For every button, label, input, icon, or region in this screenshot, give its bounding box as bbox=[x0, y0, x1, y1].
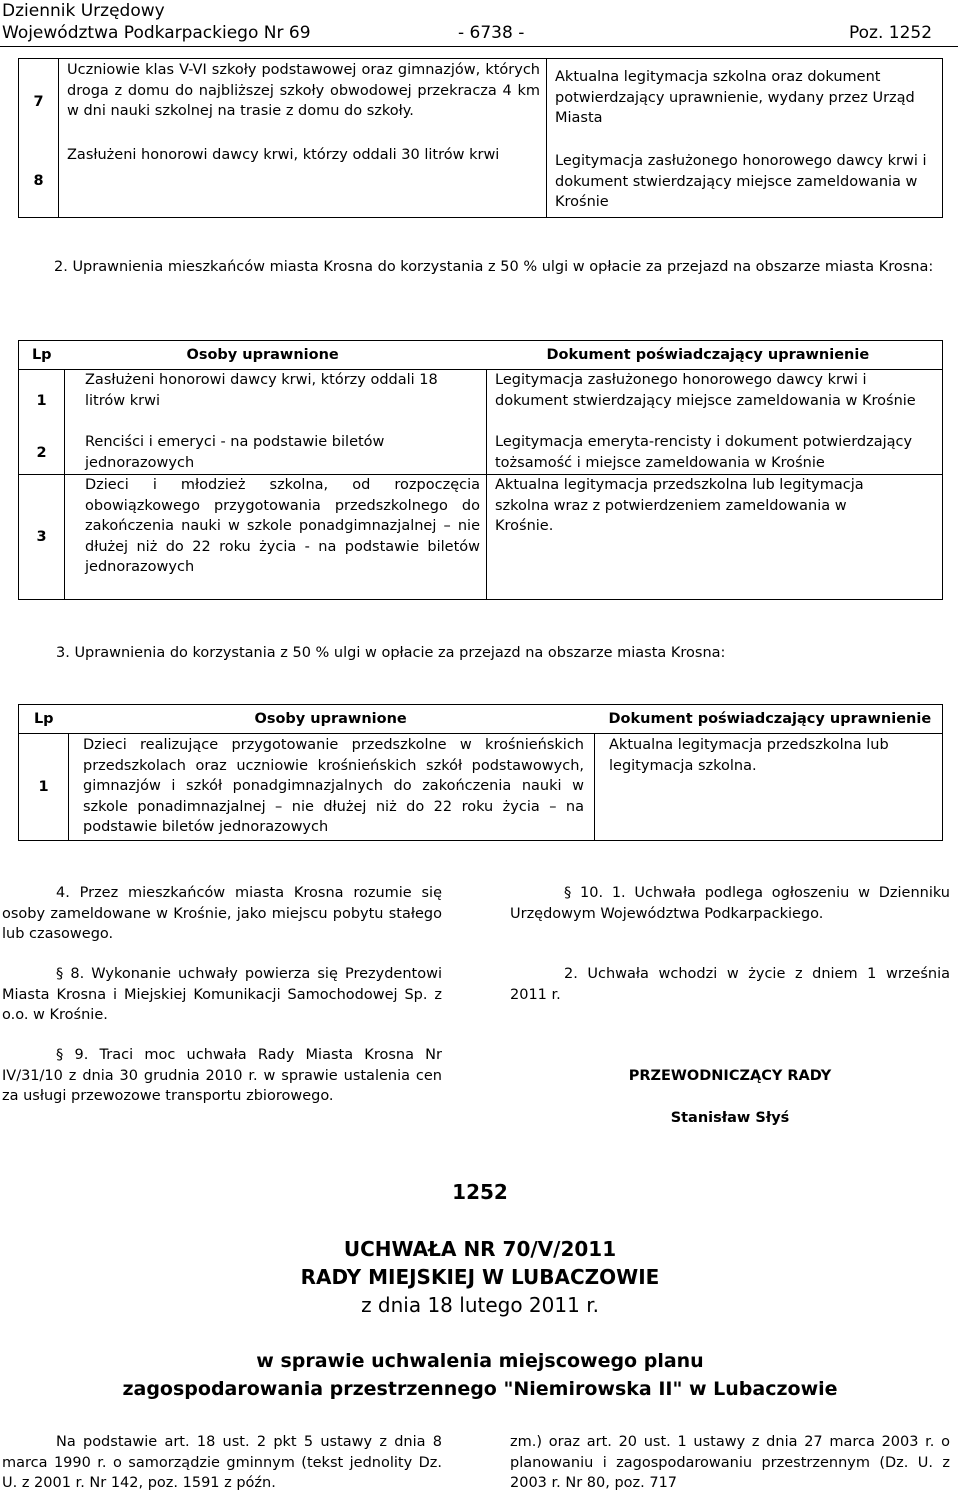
col-persons: Osoby uprawnione bbox=[254, 710, 407, 727]
row-document: Aktualna legitymacja przedszkolna lub legitymacja szkolna wraz z potwierdzeniem zameldowania w Krośnie. bbox=[487, 475, 943, 600]
resolution-date: z dnia 18 lutego 2011 r. bbox=[361, 1293, 599, 1317]
resolution-subject-1: w sprawie uchwalenia miejscowego planu bbox=[256, 1350, 704, 1372]
table-row bbox=[19, 370, 943, 433]
row-persons: Dzieci realizujące przygotowanie przedszkolne w krośnieńskich przedszkolach oraz uczniowie krośnieńskich szkół podstawowych, gimnazjów i szkół ponadgimnazjalnych do zakończenia nauki w szkole ponadimnazjalnej – nie dłużej niż do 22 roku życia – na podstawie biletów jednorazowych bbox=[69, 734, 595, 841]
col-persons: Osoby uprawnione bbox=[186, 346, 339, 363]
paragraph-10-2: 2. Uchwała wchodzi w życie z dniem 1 września 2011 r. bbox=[510, 966, 950, 1003]
row-persons: Zasłużeni honorowi dawcy krwi, którzy oddali 30 litrów krwi bbox=[59, 145, 547, 218]
preamble-left: Na podstawie art. 18 ust. 2 pkt 5 ustawy z dnia 8 marca 1990 r. o samorządzie gminnym (tekst jednolity Dz. U. z 2001 r. Nr 142, poz. 1591 z późn. bbox=[2, 1434, 442, 1491]
table-section2 bbox=[18, 340, 943, 600]
row-document: Legitymacja zasłużonego honorowego dawcy krwi i dokument stwierdzający miejsce zameldowania w Krośnie bbox=[487, 370, 943, 433]
resolution-subject-2: zagospodarowania przestrzennego "Niemirowska II" w Lubaczowie bbox=[122, 1378, 838, 1400]
row-lp: 3 bbox=[19, 475, 65, 600]
table-row bbox=[19, 432, 943, 475]
row-document: Aktualna legitymacja szkolna oraz dokument potwierdzający uprawnienie, wydany przez Urząd Miasta bbox=[555, 69, 915, 126]
row-document: Aktualna legitymacja przedszkolna lub legitymacja szkolna. bbox=[595, 734, 943, 841]
row-persons: Zasłużeni honorowi dawcy krwi, którzy oddali 18 litrów krwi bbox=[65, 370, 487, 433]
col-document: Dokument poświadczający uprawnienie bbox=[608, 710, 932, 727]
row-persons: Uczniowie klas V-VI szkoły podstawowej oraz gimnazjów, których droga z domu do najbliższej szkoły obwodowej przekracza 4 km w dni nauki szkolnej na trasie z domu do szkoły. bbox=[59, 59, 547, 146]
col-document: Dokument poświadczający uprawnienie bbox=[546, 346, 870, 363]
row-lp: 1 bbox=[19, 370, 65, 433]
resolution-title-1: UCHWAŁA NR 70/V/2011 bbox=[343, 1237, 617, 1261]
row-persons: Dzieci i młodzież szkolna, od rozpoczęcia obowiązkowego przygotowania przedszkolnego do zakończenia nauki w szkole ponadgimnazjalnej – nie dłużej niż do 22 roku życia - na podstawie biletów jednorazowych bbox=[65, 475, 487, 600]
table-row bbox=[19, 59, 943, 146]
section3-heading: 3. Uprawnienia do korzystania z 50 % ulgi w opłacie za przejazd na obszarze miasta Krosna: bbox=[56, 645, 726, 661]
paragraph-8: § 8. Wykonanie uchwały powierza się Prezydentowi Miasta Krosna i Miejskiej Komunikacji Samochodowej Sp. z o.o. w Krośnie. bbox=[2, 966, 442, 1023]
row-lp: 8 bbox=[19, 145, 59, 218]
paragraph-10-1: § 10. 1. Uchwała podlega ogłoszeniu w Dzienniku Urzędowym Województwa Podkarpackiego. bbox=[510, 885, 950, 922]
chair-title: PRZEWODNICZĄCY RADY bbox=[628, 1068, 832, 1084]
table-row bbox=[19, 475, 943, 600]
journal-title bbox=[2, 0, 311, 44]
resolution-title-2: RADY MIEJSKIEJ W LUBACZOWIE bbox=[300, 1265, 660, 1289]
paragraph-9: § 9. Traci moc uchwała Rady Miasta Krosna Nr IV/31/10 z dnia 30 grudnia 2010 r. w sprawie ustalenia cen za usługi przewozowe transportu zbiorowego. bbox=[2, 1047, 442, 1104]
page-number: - 6738 - bbox=[458, 23, 525, 43]
col-lp: Lp bbox=[33, 710, 54, 727]
table-row bbox=[19, 145, 943, 218]
row-lp: 2 bbox=[19, 432, 65, 475]
table-header-row bbox=[19, 705, 943, 734]
position-number: Poz. 1252 bbox=[849, 23, 933, 43]
table-row bbox=[19, 734, 943, 841]
row-persons: Renciści i emeryci - na podstawie biletów jednorazowych bbox=[65, 432, 487, 475]
paragraph-4: 4. Przez mieszkańców miasta Krosna rozumie się osoby zameldowane w Krośnie, jako miejscu pobytu stałego lub czasowego. bbox=[2, 885, 442, 942]
table-header-row bbox=[19, 341, 943, 370]
row-document: Legitymacja emeryta-rencisty i dokument potwierdzający tożsamość i miejsce zameldowania w Krośnie bbox=[495, 434, 913, 471]
table-top bbox=[18, 58, 943, 218]
table-section3 bbox=[18, 704, 943, 841]
resolution-number: 1252 bbox=[452, 1180, 508, 1204]
section2-heading: 2. Uprawnienia mieszkańców miasta Krosna do korzystania z 50 % ulgi w opłacie za przejazd na obszarze miasta Krosna: bbox=[54, 259, 934, 275]
journal-title-line1: Dziennik Urzędowy bbox=[2, 1, 165, 21]
journal-title-line2: Województwa Podkarpackiego Nr 69 bbox=[2, 23, 311, 43]
row-document: Legitymacja zasłużonego honorowego dawcy krwi i dokument stwierdzający miejsce zameldowania w Krośnie bbox=[555, 153, 927, 210]
header-rule bbox=[0, 46, 958, 47]
preamble-right: zm.) oraz art. 20 ust. 1 ustawy z dnia 27 marca 2003 r. o planowaniu i zagospodarowaniu przestrzennym (Dz. U. z 2003 r. Nr 80, poz. 717 bbox=[510, 1434, 950, 1491]
chair-name: Stanisław Słyś bbox=[670, 1110, 790, 1126]
col-lp: Lp bbox=[31, 346, 52, 363]
row-lp: 1 bbox=[19, 734, 69, 841]
row-lp: 7 bbox=[19, 59, 59, 146]
